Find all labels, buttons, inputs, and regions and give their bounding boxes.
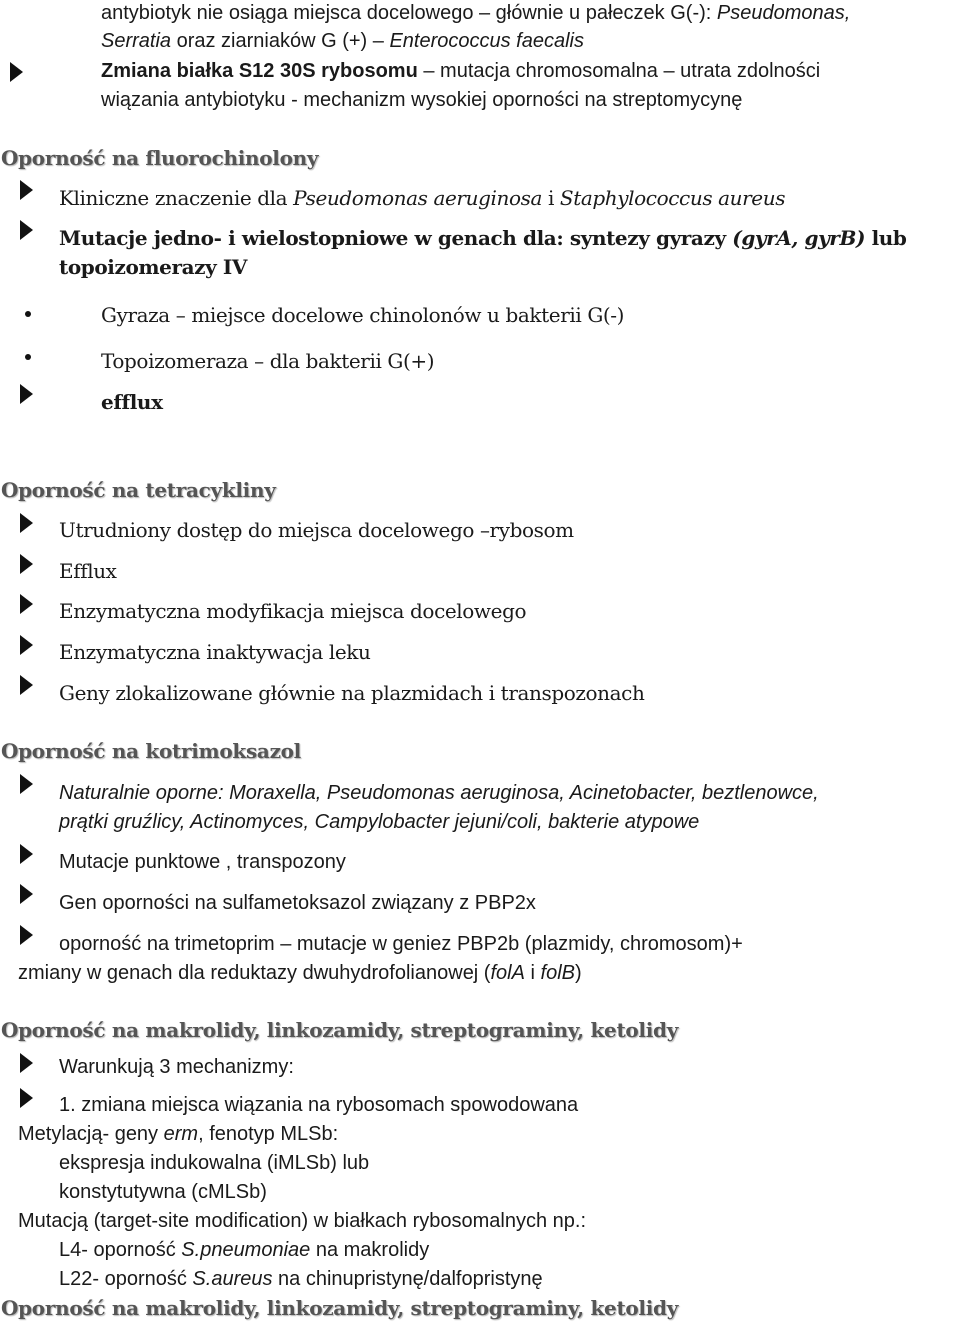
text-line: oporność na trimetoprim – mutacje w geniez PBP2b (plazmidy, chromosom)+: [59, 933, 743, 955]
text-line: topoizomerazy IV: [59, 255, 247, 279]
bullet-triangle-icon: [20, 554, 33, 574]
text-line: Topoizomeraza – dla bakterii G(+): [101, 349, 435, 373]
bullet-dot-icon: [25, 311, 31, 317]
bullet-triangle-icon: [20, 594, 33, 614]
text-line: Naturalnie oporne: Moraxella, Pseudomonas aeruginosa, Acinetobacter, beztlenowce,: [59, 782, 819, 804]
bullet-triangle-icon: [20, 513, 33, 533]
text-line: ekspresja indukowalna (iMLSb) lub: [59, 1152, 370, 1174]
text-line: Utrudniony dostęp do miejsca docelowego –rybosom: [59, 518, 574, 542]
section-heading: Oporność na tetracykliny: [1, 478, 276, 502]
text-line: L4- oporność S.pneumoniae na makrolidy: [59, 1239, 430, 1261]
section-heading: Oporność na fluorochinolony: [1, 146, 319, 170]
text-line: Efflux: [59, 559, 117, 583]
text-line: Gyraza – miejsce docelowe chinolonów u bakterii G(-): [101, 303, 625, 327]
text-line: prątki gruźlicy, Actinomyces, Campylobacter jejuni/coli, bakterie atypowe: [59, 811, 700, 833]
bullet-triangle-icon: [20, 675, 33, 695]
text-line: Enzymatyczna modyfikacja miejsca docelowego: [59, 599, 527, 623]
bullet-triangle-icon: [20, 925, 33, 945]
text-line: Enzymatyczna inaktywacja leku: [59, 640, 371, 664]
bullet-dot-icon: [25, 354, 31, 360]
bullet-triangle-icon: [10, 62, 23, 82]
text-line: Serratia oraz ziarniaków G (+) – Enterococcus faecalis: [101, 30, 584, 52]
bullet-triangle-icon: [20, 1053, 33, 1073]
text-line: efflux: [101, 390, 163, 414]
text-line: wiązania antybiotyku - mechanizm wysokiej oporności na streptomycynę: [101, 89, 743, 111]
text-line: konstytutywna (cMLSb): [59, 1181, 267, 1203]
bullet-triangle-icon: [20, 635, 33, 655]
text-line: Kliniczne znaczenie dla Pseudomonas aeruginosa i Staphylococcus aureus: [59, 186, 786, 210]
text-line: Mutacje jedno- i wielostopniowe w genach dla: syntezy gyrazy (gyrA, gyrB) lub: [59, 226, 907, 250]
section-heading: Oporność na kotrimoksazol: [1, 739, 301, 763]
text-line: Metylacją- geny erm, fenotyp MLSb:: [18, 1123, 339, 1145]
bullet-triangle-icon: [20, 774, 33, 794]
bullet-triangle-icon: [20, 220, 33, 240]
text-line: zmiany w genach dla reduktazy dwuhydrofolianowej (folA i folB): [18, 962, 582, 984]
section-heading: Oporność na makrolidy, linkozamidy, streptograminy, ketolidy: [1, 1018, 679, 1042]
section-heading: Oporność na makrolidy, linkozamidy, streptograminy, ketolidy: [1, 1296, 679, 1320]
text-line: Zmiana białka S12 30S rybosomu – mutacja chromosomalna – utrata zdolności: [101, 60, 821, 82]
text-line: L22- oporność S.aureus na chinupristynę/dalfopristynę: [59, 1268, 543, 1290]
text-line: Warunkują 3 mechanizmy:: [59, 1056, 294, 1078]
bullet-triangle-icon: [20, 844, 33, 864]
bullet-triangle-icon: [20, 180, 33, 200]
bullet-triangle-icon: [20, 384, 33, 404]
text-line: Geny zlokalizowane głównie na plazmidach i transpozonach: [59, 681, 645, 705]
bullet-triangle-icon: [20, 884, 33, 904]
text-line: antybiotyk nie osiąga miejsca docelowego – głównie u pałeczek G(-): Pseudomonas,: [101, 2, 851, 24]
bullet-triangle-icon: [20, 1088, 33, 1108]
text-line: 1. zmiana miejsca wiązania na rybosomach spowodowana: [59, 1094, 579, 1116]
text-line: Gen oporności na sulfametoksazol związany z PBP2x: [59, 892, 536, 914]
text-line: Mutacją (target-site modification) w białkach rybosomalnych np.:: [18, 1210, 587, 1232]
text-line: Mutacje punktowe , transpozony: [59, 851, 346, 873]
